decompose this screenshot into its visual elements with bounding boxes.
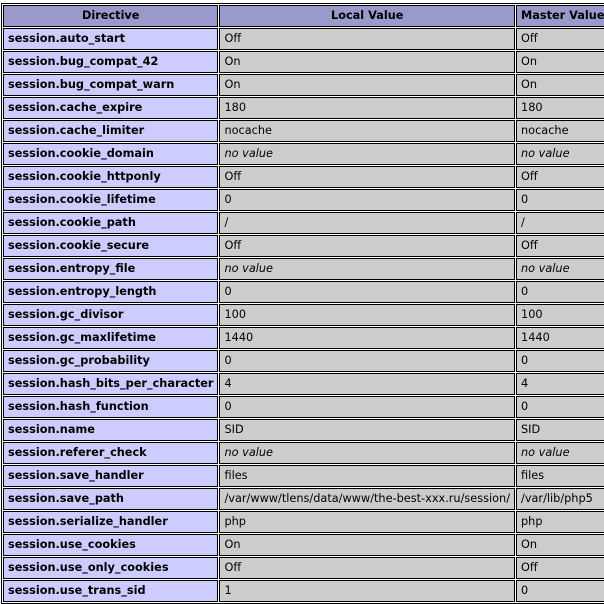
local-value-cell	[219, 258, 515, 280]
table-row	[3, 580, 604, 602]
table-row	[3, 166, 604, 188]
directive-column-header: Directive	[3, 5, 218, 27]
table-row	[3, 28, 604, 50]
master-value-cell: On	[516, 51, 604, 73]
master-value-cell: 0	[516, 281, 604, 303]
table-row	[3, 74, 604, 96]
local-value-cell: nocache	[219, 120, 515, 142]
table-row	[3, 281, 604, 303]
local-value-cell: On	[219, 534, 515, 556]
directive-name-cell: session.bug_compat_warn	[3, 74, 218, 96]
master-value-cell: Off	[516, 557, 604, 579]
table-row	[3, 189, 604, 211]
local-value-cell: 180	[219, 97, 515, 119]
local-value-cell: php	[219, 511, 515, 533]
master-value-cell	[516, 442, 604, 464]
table-row	[3, 327, 604, 349]
master-value-cell: 4	[516, 373, 604, 395]
directive-name-cell: session.gc_divisor	[3, 304, 218, 326]
local-value-cell: 0	[219, 396, 515, 418]
no-value-label: no value	[224, 262, 273, 275]
table-row	[3, 350, 604, 372]
directive-name-cell: session.cookie_domain	[3, 143, 218, 165]
master-value-cell: Off	[516, 235, 604, 257]
table-row	[3, 511, 604, 533]
directive-name-cell: session.entropy_length	[3, 281, 218, 303]
table-row	[3, 258, 604, 280]
local-value-cell	[219, 442, 515, 464]
directive-name-cell: session.use_trans_sid	[3, 580, 218, 602]
local-value-cell: /var/www/tlens/data/www/the-best-xxx.ru/session/	[219, 488, 515, 510]
local-value-cell: 0	[219, 350, 515, 372]
no-value-label: no value	[224, 446, 273, 459]
local-value-cell: On	[219, 51, 515, 73]
local-value-cell: Off	[219, 28, 515, 50]
local-value-cell: 1440	[219, 327, 515, 349]
local-value-cell: Off	[219, 166, 515, 188]
local-value-cell: 100	[219, 304, 515, 326]
table-row	[3, 419, 604, 441]
master-value-cell: php	[516, 511, 604, 533]
directive-name-cell: session.gc_maxlifetime	[3, 327, 218, 349]
directive-name-cell: session.name	[3, 419, 218, 441]
table-row	[3, 396, 604, 418]
directive-name-cell: session.cookie_lifetime	[3, 189, 218, 211]
directive-name-cell: session.auto_start	[3, 28, 218, 50]
local-value-cell: 0	[219, 189, 515, 211]
table-body	[3, 28, 604, 602]
master-value-cell: 180	[516, 97, 604, 119]
local-value-cell: SID	[219, 419, 515, 441]
directive-name-cell: session.hash_bits_per_character	[3, 373, 218, 395]
master-value-cell: Off	[516, 28, 604, 50]
master-value-cell: files	[516, 465, 604, 487]
table-row	[3, 534, 604, 556]
directive-name-cell: session.save_path	[3, 488, 218, 510]
local-value-cell: Off	[219, 235, 515, 257]
local-value-cell: 0	[219, 281, 515, 303]
master-value-cell: SID	[516, 419, 604, 441]
directive-name-cell: session.save_handler	[3, 465, 218, 487]
master-value-cell: 0	[516, 580, 604, 602]
table-row	[3, 120, 604, 142]
master-value-cell: On	[516, 534, 604, 556]
master-value-cell: 1440	[516, 327, 604, 349]
directive-name-cell: session.gc_probability	[3, 350, 218, 372]
no-value-label: no value	[521, 147, 570, 160]
table-row	[3, 97, 604, 119]
local-value-column-header: Local Value	[219, 5, 515, 27]
table-row	[3, 488, 604, 510]
no-value-label: no value	[521, 446, 570, 459]
master-value-cell: Off	[516, 166, 604, 188]
master-value-cell: 0	[516, 350, 604, 372]
table-row	[3, 304, 604, 326]
directive-name-cell: session.cookie_secure	[3, 235, 218, 257]
directive-name-cell: session.cookie_path	[3, 212, 218, 234]
local-value-cell: files	[219, 465, 515, 487]
local-value-cell: 4	[219, 373, 515, 395]
table-row	[3, 442, 604, 464]
local-value-cell: 1	[219, 580, 515, 602]
session-directives-table	[1, 3, 604, 604]
table-row	[3, 557, 604, 579]
directive-name-cell: session.cache_expire	[3, 97, 218, 119]
master-value-cell	[516, 258, 604, 280]
table-row	[3, 373, 604, 395]
header-row	[3, 5, 604, 27]
master-value-column-header: Master Value	[516, 5, 604, 27]
directive-name-cell: session.hash_function	[3, 396, 218, 418]
directive-name-cell: session.use_cookies	[3, 534, 218, 556]
master-value-cell: On	[516, 74, 604, 96]
master-value-cell: /	[516, 212, 604, 234]
master-value-cell	[516, 143, 604, 165]
table-row	[3, 465, 604, 487]
local-value-cell	[219, 143, 515, 165]
local-value-cell: /	[219, 212, 515, 234]
table-row	[3, 212, 604, 234]
directive-name-cell: session.entropy_file	[3, 258, 218, 280]
directive-name-cell: session.cookie_httponly	[3, 166, 218, 188]
table-row	[3, 51, 604, 73]
no-value-label: no value	[224, 147, 273, 160]
directive-name-cell: session.serialize_handler	[3, 511, 218, 533]
no-value-label: no value	[521, 262, 570, 275]
directive-name-cell: session.cache_limiter	[3, 120, 218, 142]
local-value-cell: On	[219, 74, 515, 96]
master-value-cell: 0	[516, 189, 604, 211]
table-row	[3, 143, 604, 165]
directive-name-cell: session.use_only_cookies	[3, 557, 218, 579]
table-row	[3, 235, 604, 257]
directive-name-cell: session.referer_check	[3, 442, 218, 464]
master-value-cell: nocache	[516, 120, 604, 142]
directive-name-cell: session.bug_compat_42	[3, 51, 218, 73]
master-value-cell: 100	[516, 304, 604, 326]
master-value-cell: 0	[516, 396, 604, 418]
local-value-cell: Off	[219, 557, 515, 579]
master-value-cell: /var/lib/php5	[516, 488, 604, 510]
